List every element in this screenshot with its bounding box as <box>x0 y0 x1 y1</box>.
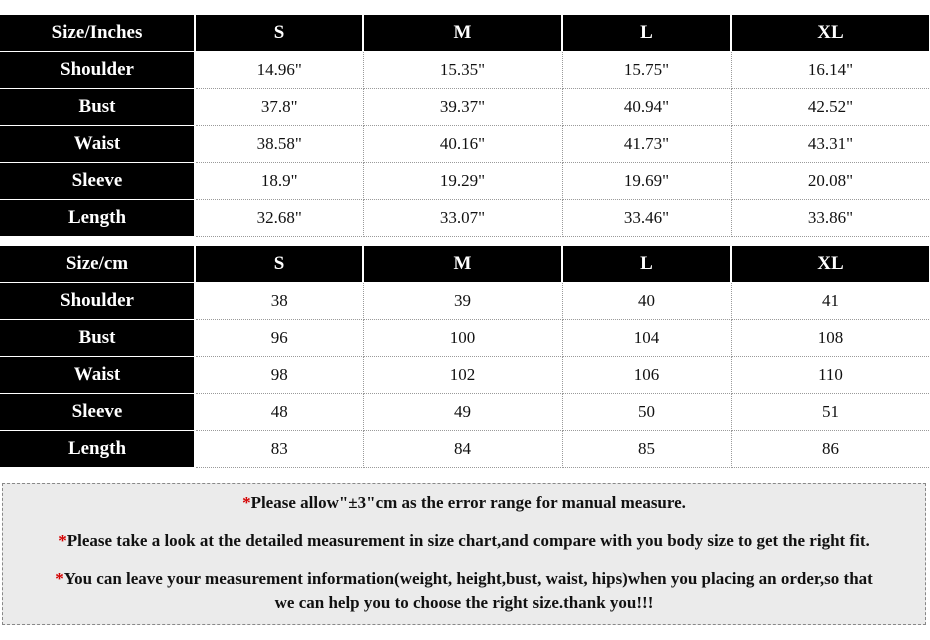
table-cell: 40.16" <box>363 126 562 163</box>
table-cell: 84 <box>363 431 562 468</box>
table-cell: 16.14" <box>731 52 930 89</box>
note-text: Please take a look at the detailed measurement in size chart,and compare with you body size to get the right fit. <box>66 531 870 550</box>
row-label: Shoulder <box>0 283 195 320</box>
table-cell: 104 <box>562 320 731 357</box>
table-cell: 33.46" <box>562 200 731 237</box>
table-cell: 41.73" <box>562 126 731 163</box>
header-row <box>0 246 930 283</box>
note-error-range <box>3 491 925 515</box>
table-cell: 50 <box>562 394 731 431</box>
table-cell: 83 <box>195 431 363 468</box>
header-row <box>0 15 930 52</box>
note-text: You can leave your measurement information(weight, height,bust, waist, hips)when you placing an order,so that <box>63 569 873 588</box>
header-cell: L <box>562 15 731 52</box>
table-cell: 86 <box>731 431 930 468</box>
row-label: Sleeve <box>0 394 195 431</box>
table-cell: 108 <box>731 320 930 357</box>
header-cell: S <box>195 15 363 52</box>
table-cell: 42.52" <box>731 89 930 126</box>
row-label: Bust <box>0 89 195 126</box>
row-label: Shoulder <box>0 52 195 89</box>
table-cell: 40 <box>562 283 731 320</box>
table-row <box>0 283 930 320</box>
table-cell: 49 <box>363 394 562 431</box>
table-cell: 14.96" <box>195 52 363 89</box>
table-cell: 39 <box>363 283 562 320</box>
note-text: we can help you to choose the right size.thank you!!! <box>274 593 654 612</box>
table-cell: 15.75" <box>562 52 731 89</box>
table-cell: 51 <box>731 394 930 431</box>
table-cell: 19.29" <box>363 163 562 200</box>
header-cell: Size/Inches <box>0 15 195 52</box>
table-cell: 19.69" <box>562 163 731 200</box>
table-row <box>0 431 930 468</box>
table-cell: 102 <box>363 357 562 394</box>
table-row <box>0 89 930 126</box>
table-cell: 39.37" <box>363 89 562 126</box>
table-cell: 20.08" <box>731 163 930 200</box>
header-cell: XL <box>731 246 930 283</box>
row-label: Length <box>0 200 195 237</box>
table-row <box>0 126 930 163</box>
table-cell: 15.35" <box>363 52 562 89</box>
table-row <box>0 52 930 89</box>
table-row <box>0 394 930 431</box>
table-row <box>0 357 930 394</box>
size-table-inches <box>0 15 930 237</box>
notes-box <box>2 483 926 625</box>
table-cell: 40.94" <box>562 89 731 126</box>
note-size-chart <box>3 529 925 553</box>
note-star: * <box>55 569 64 588</box>
table-row <box>0 200 930 237</box>
table-cell: 85 <box>562 431 731 468</box>
table-cell: 100 <box>363 320 562 357</box>
table-cell: 43.31" <box>731 126 930 163</box>
row-label: Sleeve <box>0 163 195 200</box>
row-label: Waist <box>0 126 195 163</box>
note-text: Please allow"±3"cm as the error range for manual measure. <box>250 493 686 512</box>
table-cell: 96 <box>195 320 363 357</box>
header-cell: L <box>562 246 731 283</box>
header-cell: S <box>195 246 363 283</box>
size-table-cm <box>0 246 930 468</box>
header-cell: M <box>363 246 562 283</box>
note-measurement-info <box>3 567 925 615</box>
note-star: * <box>58 531 67 550</box>
header-cell: Size/cm <box>0 246 195 283</box>
table-cell: 33.86" <box>731 200 930 237</box>
table-cell: 18.9" <box>195 163 363 200</box>
table-cell: 37.8" <box>195 89 363 126</box>
header-cell: XL <box>731 15 930 52</box>
table-cell: 98 <box>195 357 363 394</box>
header-cell: M <box>363 15 562 52</box>
table-cell: 38 <box>195 283 363 320</box>
row-label: Waist <box>0 357 195 394</box>
table-cell: 33.07" <box>363 200 562 237</box>
row-label: Length <box>0 431 195 468</box>
table-cell: 41 <box>731 283 930 320</box>
row-label: Bust <box>0 320 195 357</box>
table-cell: 106 <box>562 357 731 394</box>
note-star: * <box>242 493 251 512</box>
table-row <box>0 163 930 200</box>
table-cell: 38.58" <box>195 126 363 163</box>
table-cell: 110 <box>731 357 930 394</box>
table-cell: 32.68" <box>195 200 363 237</box>
table-cell: 48 <box>195 394 363 431</box>
table-row <box>0 320 930 357</box>
